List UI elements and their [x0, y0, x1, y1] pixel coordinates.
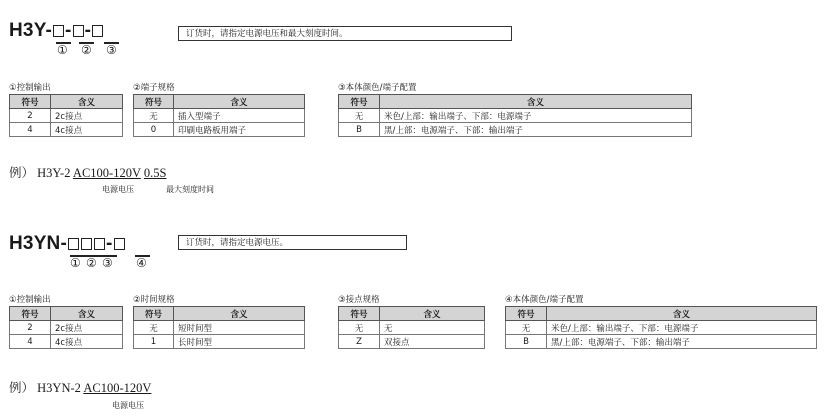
table-title: ③本体颜色/端子配置	[338, 83, 417, 93]
model-prefix: H3Y-	[9, 20, 53, 41]
cell-meaning: 无	[380, 321, 485, 335]
cell-symbol: 0	[134, 123, 174, 137]
table-row	[339, 123, 692, 137]
table-contact-spec	[338, 306, 485, 349]
cell-symbol: 无	[339, 109, 380, 123]
cell-meaning: 插入型端子	[174, 109, 305, 123]
cell-meaning: 4c接点	[51, 335, 123, 349]
header-meaning: 含义	[51, 95, 123, 109]
table-body-color	[338, 94, 692, 137]
table-row	[134, 321, 305, 335]
cell-meaning: 印刷电路板用端子	[174, 123, 305, 137]
cell-symbol: 无	[134, 109, 174, 123]
header-symbol: 符号	[339, 307, 380, 321]
example-time: 0.5S	[143, 166, 167, 180]
example-voltage: AC100-120V	[83, 381, 152, 395]
cell-symbol: 无	[506, 321, 547, 335]
example-voltage-label: 电源电压	[112, 401, 144, 410]
table-row	[506, 321, 817, 335]
example-voltage: AC100-120V	[72, 166, 141, 180]
cell-symbol: 无	[134, 321, 174, 335]
header-meaning: 含义	[174, 95, 305, 109]
table-row	[10, 123, 123, 137]
option-box-1	[68, 238, 79, 250]
cell-meaning: 2c接点	[51, 321, 123, 335]
separator: -	[84, 20, 92, 41]
table-row	[339, 109, 692, 123]
table-row	[339, 321, 485, 335]
table-time-spec	[133, 306, 305, 349]
example-line	[9, 163, 166, 181]
model-code-h3yn	[9, 233, 126, 255]
option-number-2: ②	[86, 256, 97, 270]
cell-meaning: 2c接点	[51, 109, 123, 123]
table-control-output	[9, 306, 123, 349]
table-header-row	[134, 95, 305, 109]
table-control-output	[9, 94, 123, 137]
example-line	[9, 378, 151, 396]
cell-meaning: 4c接点	[51, 123, 123, 137]
model-code-h3y	[9, 20, 104, 42]
header-meaning: 含义	[51, 307, 123, 321]
table-row	[339, 335, 485, 349]
table-row	[10, 335, 123, 349]
table-title: ④本体颜色/端子配置	[505, 295, 584, 305]
table-header-row	[339, 95, 692, 109]
example-model: H3YN-2	[37, 381, 81, 395]
table-terminal-spec	[133, 94, 305, 137]
cell-symbol: B	[506, 335, 547, 349]
table-header-row	[134, 307, 305, 321]
cell-symbol: 4	[10, 123, 51, 137]
option-box-2	[81, 238, 92, 250]
cell-meaning: 短时间型	[174, 321, 305, 335]
table-header-row	[10, 95, 123, 109]
table-row	[134, 123, 305, 137]
cell-meaning: 黑/上部：电源端子、下部：输出端子	[380, 123, 692, 137]
header-symbol: 符号	[10, 95, 51, 109]
option-number-2: ②	[81, 43, 92, 57]
cell-meaning: 米色/上部：输出端子、下部：电源端子	[380, 109, 692, 123]
table-title: ①控制输出	[9, 83, 51, 93]
table-row	[134, 109, 305, 123]
cell-symbol: Z	[339, 335, 380, 349]
header-symbol: 符号	[506, 307, 547, 321]
option-number-3: ③	[102, 256, 113, 270]
cell-meaning: 双接点	[380, 335, 485, 349]
header-symbol: 符号	[339, 95, 380, 109]
cell-meaning: 长时间型	[174, 335, 305, 349]
table-title: ②端子规格	[133, 83, 175, 93]
example-prefix: 例）	[9, 166, 35, 180]
separator: -	[65, 20, 72, 41]
example-prefix: 例）	[9, 381, 35, 395]
table-header-row	[506, 307, 817, 321]
header-meaning: 含义	[174, 307, 305, 321]
table-title: ②时间规格	[133, 295, 175, 305]
header-symbol: 符号	[134, 95, 174, 109]
separator: -	[106, 233, 113, 254]
table-body-color	[505, 306, 817, 349]
example-time-label: 最大刻度时间	[166, 185, 214, 194]
option-box-1	[53, 25, 64, 37]
example-model: H3Y-2	[37, 166, 71, 180]
option-number-1: ①	[70, 256, 81, 270]
cell-symbol: B	[339, 123, 380, 137]
header-meaning: 含义	[380, 307, 485, 321]
cell-symbol: 1	[134, 335, 174, 349]
table-row	[134, 335, 305, 349]
option-number-4: ④	[136, 256, 147, 270]
order-note: 订货时，请指定电源电压。	[178, 235, 407, 250]
header-meaning: 含义	[547, 307, 817, 321]
cell-symbol: 无	[339, 321, 380, 335]
cell-symbol: 4	[10, 335, 51, 349]
table-row	[10, 109, 123, 123]
table-row	[10, 321, 123, 335]
option-box-3	[92, 25, 103, 37]
header-meaning: 含义	[380, 95, 692, 109]
header-symbol: 符号	[10, 307, 51, 321]
option-number-1: ①	[57, 43, 68, 57]
cell-symbol: 2	[10, 321, 51, 335]
option-number-3: ③	[106, 43, 117, 57]
table-row	[506, 335, 817, 349]
model-prefix: H3YN-	[9, 233, 68, 254]
example-voltage-label: 电源电压	[102, 185, 134, 194]
cell-symbol: 2	[10, 109, 51, 123]
cell-meaning: 米色/上部：输出端子、下部：电源端子	[547, 321, 817, 335]
table-header-row	[10, 307, 123, 321]
table-title: ③接点规格	[338, 295, 380, 305]
option-box-2	[73, 25, 84, 37]
table-header-row	[339, 307, 485, 321]
header-symbol: 符号	[134, 307, 174, 321]
order-note: 订货时，请指定电源电压和最大刻度时间。	[178, 26, 512, 41]
cell-meaning: 黑/上部：电源端子、下部：输出端子	[547, 335, 817, 349]
option-box-4	[114, 238, 125, 250]
table-title: ①控制输出	[9, 295, 51, 305]
option-box-3	[94, 238, 105, 250]
